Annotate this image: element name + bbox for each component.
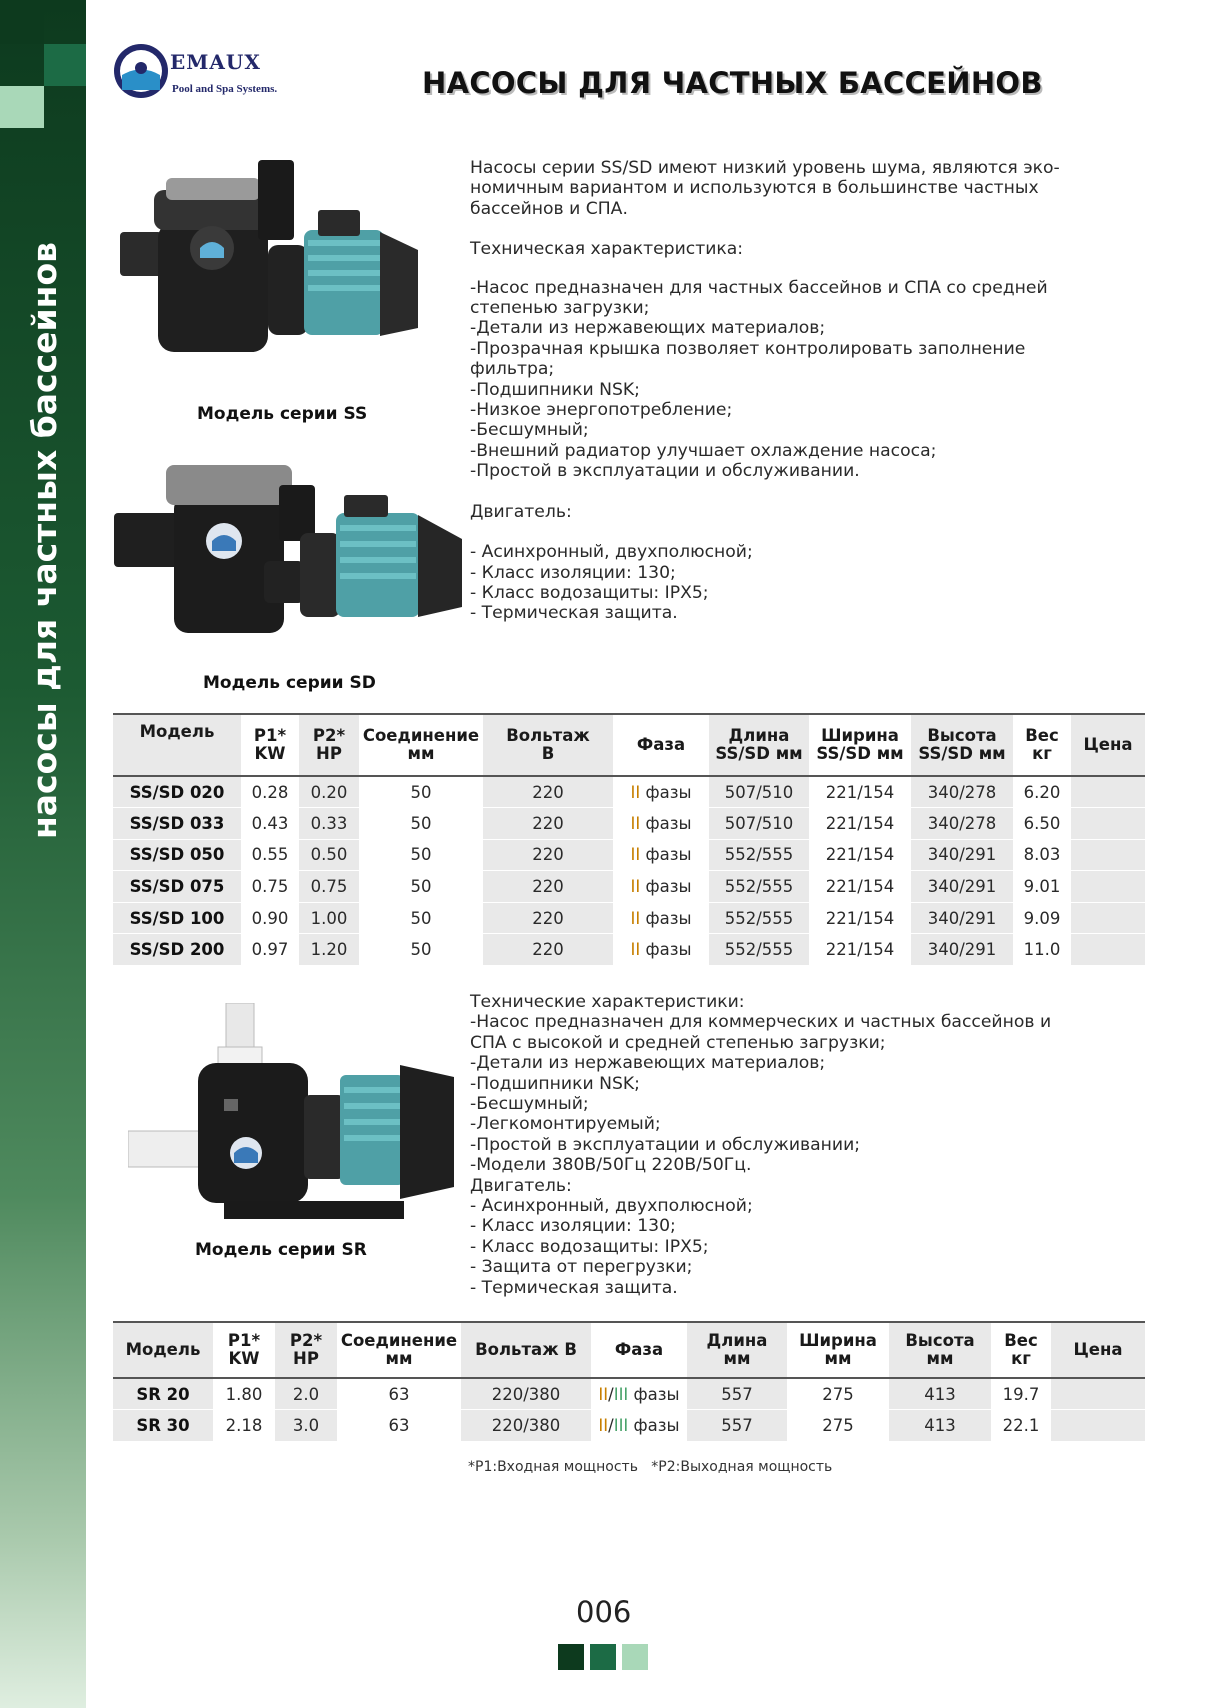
side-square-mid (44, 44, 86, 86)
table2-cell: 220/380 (461, 1378, 591, 1410)
footer-square-light (622, 1644, 648, 1670)
logo-wordmark: EMAUX (170, 50, 261, 74)
table1-cell: 9.01 (1013, 871, 1071, 903)
table2-cell: 275 (787, 1378, 889, 1410)
section1-motor-heading: Двигатель: (470, 501, 572, 522)
table1-cell: 220 (483, 808, 613, 840)
table1-cell: 221/154 (809, 839, 911, 871)
th-price: Цена (1071, 714, 1145, 776)
table1-cell: 6.50 (1013, 808, 1071, 840)
table1-cell: 221/154 (809, 808, 911, 840)
table2-cell: 220/380 (461, 1410, 591, 1442)
table1-cell: 220 (483, 871, 613, 903)
pump-sr-image (128, 1003, 458, 1233)
table1-cell: 552/555 (709, 839, 809, 871)
th2-weight: Вес кг (991, 1322, 1051, 1378)
th-model: Модель (113, 714, 241, 776)
table1-cell: 0.97 (241, 934, 299, 966)
table1-cell: SS/SD 050 (113, 839, 241, 871)
table1-cell: 11.0 (1013, 934, 1071, 966)
table1-cell: SS/SD 200 (113, 934, 241, 966)
table2-cell: 2.18 (213, 1410, 275, 1442)
table1-cell: II фазы (613, 871, 709, 903)
table1-cell: 220 (483, 934, 613, 966)
table1-cell: 50 (359, 808, 483, 840)
table1-cell: 221/154 (809, 902, 911, 934)
th2-width: Ширина мм (787, 1322, 889, 1378)
table1-cell (1071, 902, 1145, 934)
table1-cell: 50 (359, 871, 483, 903)
logo-subtitle: Pool and Spa Systems. (172, 83, 278, 95)
pump-ss-image (118, 160, 418, 360)
table1-cell (1071, 871, 1145, 903)
table1-cell: 552/555 (709, 902, 809, 934)
th-length: Длина SS/SD мм (709, 714, 809, 776)
page-title: НАСОСЫ ДЛЯ ЧАСТНЫХ БАССЕЙНОВ (422, 66, 1043, 100)
table1-cell: 0.75 (299, 871, 359, 903)
caption-ss: Модель серии SS (197, 404, 368, 424)
th-phase: Фаза (613, 714, 709, 776)
th-p2: P2* HP (299, 714, 359, 776)
table1-cell (1071, 808, 1145, 840)
table2-cell: 413 (889, 1378, 991, 1410)
table2-cell: 63 (337, 1410, 461, 1442)
table-row (113, 871, 1145, 903)
table1-cell: 220 (483, 839, 613, 871)
th-height: Высота SS/SD мм (911, 714, 1013, 776)
th2-price: Цена (1051, 1322, 1145, 1378)
table2-cell: 557 (687, 1410, 787, 1442)
section1-intro: Насосы серии SS/SD имеют низкий уровень шума, являются эко- номичным вариантом и используются в большинстве частных бассейнов и СПА. (470, 158, 1060, 219)
emaux-logo (112, 40, 292, 106)
table1-cell: SS/SD 100 (113, 902, 241, 934)
table1-cell: 8.03 (1013, 839, 1071, 871)
table1-cell: 221/154 (809, 934, 911, 966)
th-voltage: Вольтаж В (483, 714, 613, 776)
th2-height: Высота мм (889, 1322, 991, 1378)
logo-emblem-icon (112, 42, 170, 100)
table-row (113, 839, 1145, 871)
table1-cell (1071, 839, 1145, 871)
table1-cell: 0.43 (241, 808, 299, 840)
table2-cell: SR 30 (113, 1410, 213, 1442)
section1-tech-items: -Насос предназначен для частных бассейнов и СПА со средней степенью загрузки; -Детали из нержавеющих материалов; -Прозрачная крышка позволяет контролировать заполнение фильтра; -Подшипники NSK; -Низкое энергопотребление; -Бесшумный; -Внешний радиатор улучшает охлаждение насоса; -Простой в эксплуатации и обслуживании. (470, 277, 1048, 482)
table2-cell: 63 (337, 1378, 461, 1410)
table1-cell: 221/154 (809, 776, 911, 808)
table2-cell: 22.1 (991, 1410, 1051, 1442)
table1-cell: 220 (483, 902, 613, 934)
table1-cell: 50 (359, 934, 483, 966)
table1-cell: SS/SD 075 (113, 871, 241, 903)
pump-sd-image (114, 455, 464, 645)
table1-cell: 50 (359, 902, 483, 934)
table1-cell: 340/291 (911, 934, 1013, 966)
th-weight: Вес кг (1013, 714, 1071, 776)
section2-body: Технические характеристики: -Насос предназначен для коммерческих и частных бассейнов и СПА с высокой и средней степенью загрузки; -Детали из нержавеющих материалов; -Подшипники NSK; -Бесшумный; -Легкомонтируемый; -Простой в эксплуатации и обслуживании; -Модели 380В/50Гц 220В/50Гц. Двигатель: - Асинхронный, двухполюсной; - Класс изоляции: 130; - Класс водозащиты: IPX5; - Защита от перегрузки; - Термическая защита. (470, 992, 1052, 1298)
table2-cell: 2.0 (275, 1378, 337, 1410)
table1-cell: 340/291 (911, 839, 1013, 871)
table1-cell: 0.55 (241, 839, 299, 871)
table1-cell: II фазы (613, 808, 709, 840)
th-connection: Соединение мм (359, 714, 483, 776)
table-row (113, 776, 1145, 808)
table1-cell: 9.09 (1013, 902, 1071, 934)
table1-cell: 340/291 (911, 871, 1013, 903)
table1-cell: 507/510 (709, 808, 809, 840)
table1-cell: 0.50 (299, 839, 359, 871)
table1-cell: 507/510 (709, 776, 809, 808)
table1-cell: 221/154 (809, 871, 911, 903)
th2-connection: Соединение мм (337, 1322, 461, 1378)
th2-length: Длина мм (687, 1322, 787, 1378)
table1-cell: 6.20 (1013, 776, 1071, 808)
th2-p2: P2* HP (275, 1322, 337, 1378)
table1-cell: 0.28 (241, 776, 299, 808)
table1-cell (1071, 934, 1145, 966)
table1-cell: 0.75 (241, 871, 299, 903)
section1-text (470, 158, 1134, 624)
spec-table-sr (113, 1321, 1145, 1442)
table2-cell (1051, 1378, 1145, 1410)
section1-motor-items: - Асинхронный, двухполюсной; - Класс изоляции: 130; - Класс водозащиты: IPX5; - Термическая защита. (470, 542, 753, 624)
table1-cell: 552/555 (709, 871, 809, 903)
spec-table-ss-sd (113, 713, 1145, 966)
table-row (113, 1410, 1145, 1442)
table-row (113, 808, 1145, 840)
table1-cell: 0.90 (241, 902, 299, 934)
sidebar-title: насосы для частных бассейнов (24, 241, 64, 839)
table1-cell: SS/SD 020 (113, 776, 241, 808)
table1-cell: SS/SD 033 (113, 808, 241, 840)
table2-cell: 275 (787, 1410, 889, 1442)
table1-cell (1071, 776, 1145, 808)
table-row (113, 902, 1145, 934)
caption-sd: Модель серии SD (203, 673, 376, 693)
table1-cell: 340/278 (911, 808, 1013, 840)
side-square-light (0, 86, 44, 128)
caption-sr: Модель серии SR (195, 1240, 367, 1260)
table1-cell: II фазы (613, 839, 709, 871)
side-square-dark (0, 0, 44, 44)
table2-cell: SR 20 (113, 1378, 213, 1410)
table1-cell: II фазы (613, 776, 709, 808)
table2-cell: II/III фазы (591, 1410, 687, 1442)
section1-tech-heading: Техническая характеристика: (470, 239, 744, 260)
table2-cell: 1.80 (213, 1378, 275, 1410)
table2-cell: 3.0 (275, 1410, 337, 1442)
table2-cell: 413 (889, 1410, 991, 1442)
th2-voltage: Вольтаж В (461, 1322, 591, 1378)
page-number: 006 (576, 1595, 632, 1629)
table1-cell: II фазы (613, 902, 709, 934)
table1-cell: 0.33 (299, 808, 359, 840)
th2-phase: Фаза (591, 1322, 687, 1378)
table-row (113, 934, 1145, 966)
table1-cell: 0.20 (299, 776, 359, 808)
table1-cell: 220 (483, 776, 613, 808)
footer-square-mid (590, 1644, 616, 1670)
table1-cell: 50 (359, 776, 483, 808)
table1-cell: 340/278 (911, 776, 1013, 808)
table1-cell: 340/291 (911, 902, 1013, 934)
th-p1: P1* KW (241, 714, 299, 776)
table1-cell: II фазы (613, 934, 709, 966)
table2-cell: II/III фазы (591, 1378, 687, 1410)
section2-text (470, 992, 1134, 1298)
table1-cell: 1.20 (299, 934, 359, 966)
th-width: Ширина SS/SD мм (809, 714, 911, 776)
th2-p1: P1* KW (213, 1322, 275, 1378)
table2-cell: 557 (687, 1378, 787, 1410)
table1-cell: 552/555 (709, 934, 809, 966)
table1-cell: 1.00 (299, 902, 359, 934)
footer-square-dark (558, 1644, 584, 1670)
table2-cell (1051, 1410, 1145, 1442)
th2-model: Модель (113, 1322, 213, 1378)
table1-cell: 50 (359, 839, 483, 871)
footnote: *P1:Входная мощность *P2:Выходная мощность (468, 1459, 833, 1475)
table2-cell: 19.7 (991, 1378, 1051, 1410)
table-row (113, 1378, 1145, 1410)
